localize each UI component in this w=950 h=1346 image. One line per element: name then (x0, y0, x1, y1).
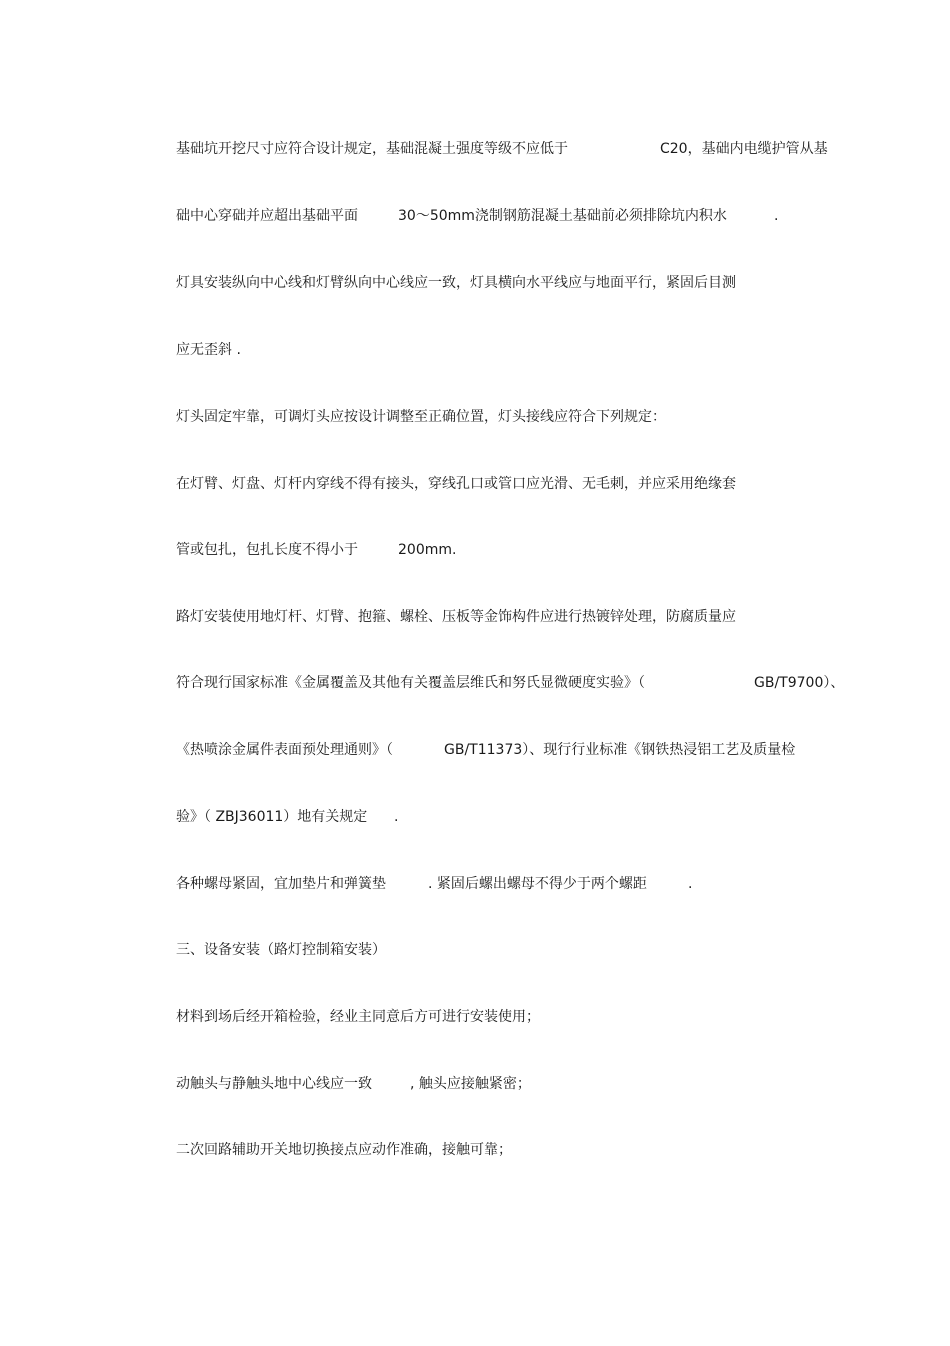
line-9-text-a: 符合现行国家标准《金属覆盖及其他有关覆盖层维氏和努氏显微硬度实验》（ (176, 675, 645, 691)
line-1-text-b: C20，基础内电缆护管从基 (660, 141, 828, 157)
line-11-text-b: . (394, 809, 399, 825)
section-heading-text: 三、设备安装（路灯控制箱安装） (176, 942, 386, 958)
line-11-text-a: 验》（ ZBJ36011）地有关规定 (176, 809, 368, 825)
line-8-text-a: 路灯安装使用地灯杆、灯臂、抱箍、螺栓、压板等金饰构件应进行热镀锌处理，防腐质量应 (176, 609, 736, 625)
line-3-text-a: 灯具安装纵向中心线和灯臂纵向中心线应一致，灯具横向水平线应与地面平行，紧固后目测 (176, 275, 736, 291)
line-9-text-b: GB/T9700）、 (754, 675, 845, 691)
line-7-text-a: 管或包扎，包扎长度不得小于 (176, 542, 358, 558)
line-12-text-b: . 紧固后螺出螺母不得少于两个螺距 (428, 876, 647, 892)
line-16-text-a: 二次回路辅助开关地切换接点应动作准确，接触可靠； (176, 1142, 512, 1158)
line-2-text-c: . (774, 208, 779, 224)
line-14-text-a: 材料到场后经开箱检验，经业主同意后方可进行安装使用； (176, 1009, 540, 1025)
line-12-text-a: 各种螺母紧固，宜加垫片和弹簧垫 (176, 876, 386, 892)
line-7-text-b: 200mm. (398, 542, 457, 558)
line-2-text-a: 础中心穿础并应超出基础平面 (176, 208, 358, 224)
line-15-text-b: , 触头应接触紧密； (410, 1076, 531, 1092)
line-10-text-a: 《热喷涂金属件表面预处理通则》（ (176, 742, 393, 758)
line-1-text-a: 基础坑开挖尺寸应符合设计规定，基础混凝土强度等级不应低于 (176, 141, 568, 157)
line-4-text-a: 应无歪斜 . (176, 342, 241, 358)
line-12-text-c: . (688, 876, 693, 892)
line-10-text-b: GB/T11373）、现行行业标准《钢铁热浸铝工艺及质量检 (444, 742, 796, 758)
line-5-text-a: 灯头固定牢靠，可调灯头应按设计调整至正确位置，灯头接线应符合下列规定： (176, 409, 666, 425)
line-2-text-b: 30～50mm浇制钢筋混凝土基础前必须排除坑内积水 (398, 208, 727, 224)
line-6-text-a: 在灯臂、灯盘、灯杆内穿线不得有接头，穿线孔口或管口应光滑、无毛刺，并应采用绝缘套 (176, 476, 736, 492)
line-15-text-a: 动触头与静触头地中心线应一致 (176, 1076, 372, 1092)
